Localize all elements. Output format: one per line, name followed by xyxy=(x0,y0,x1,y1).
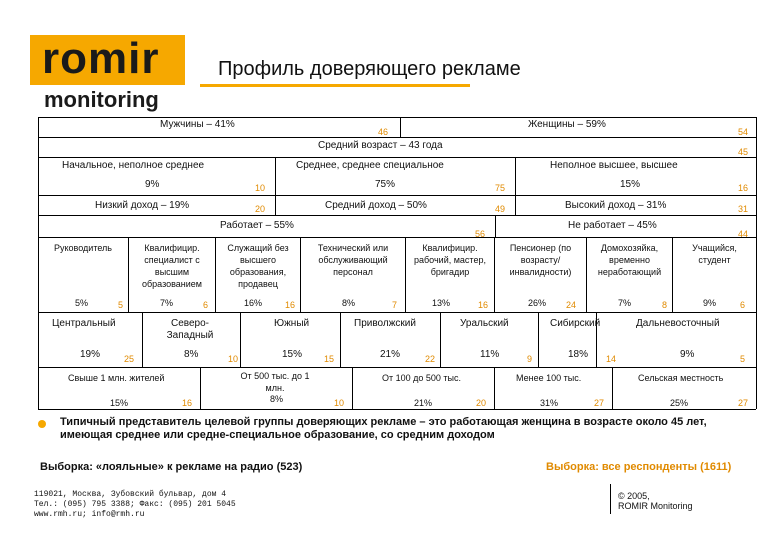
occupation-pct-6: 26% xyxy=(528,298,547,308)
logo-word: romir xyxy=(42,34,160,83)
income-label-2: Средний доход – 50% xyxy=(325,200,427,211)
occupation-label-2: Квалифицир. специалист с высшим образованием xyxy=(142,243,202,289)
education-index-3: 16 xyxy=(738,183,749,193)
occupation-index-7: 8 xyxy=(662,300,668,310)
occupation-label-1: Руководитель xyxy=(54,243,112,253)
logo-subtitle: monitoring xyxy=(44,87,159,112)
settlement-pct-2: 8% xyxy=(270,394,284,404)
income-label-3: Высокий доход – 31% xyxy=(565,200,667,211)
education-label-3: Неполное высшее, высшее xyxy=(550,160,678,171)
settlement-index-2: 10 xyxy=(334,398,345,408)
settlement-pct-1: 15% xyxy=(110,398,129,408)
region-pct-4: 21% xyxy=(380,349,401,360)
occupation-pct-8: 9% xyxy=(703,298,717,308)
income-label-1: Низкий доход – 19% xyxy=(95,200,190,211)
settlement-pct-3: 21% xyxy=(414,398,433,408)
income-index-3: 31 xyxy=(738,204,749,214)
occupation-label-5: Квалифицир. рабочий, мастер, бригадир xyxy=(414,243,486,277)
region-label-6: Сибирский xyxy=(550,318,601,329)
region-index-7: 5 xyxy=(740,354,746,364)
settlement-label-3: От 100 до 500 тыс. xyxy=(382,373,462,383)
region-label-7: Дальневосточный xyxy=(636,318,720,329)
men-index: 46 xyxy=(378,127,389,137)
footer-address-2: Тел.: (095) 795 3388; Факс: (095) 201 5045 xyxy=(34,500,236,509)
page-title: Профиль доверяющего рекламе xyxy=(218,58,521,80)
income-index-1: 20 xyxy=(255,204,266,214)
settlement-label-5: Сельская местность xyxy=(638,373,724,383)
region-index-5: 9 xyxy=(527,354,533,364)
not-works-index: 44 xyxy=(738,229,749,239)
occupation-pct-3: 16% xyxy=(244,298,263,308)
region-index-4: 22 xyxy=(425,354,436,364)
region-label-5: Уральский xyxy=(460,318,509,329)
region-index-1: 25 xyxy=(124,354,135,364)
occupation-label-6: Пенсионер (по возрасту/ инвалидности) xyxy=(509,243,572,277)
summary-note: Типичный представитель целевой группы доверяющих рекламе – это работающая женщина в возрасте около 45 лет, имеющая среднее или средне-специальное образование, со средним доходом xyxy=(60,416,707,441)
region-pct-3: 15% xyxy=(282,349,303,360)
occupation-index-5: 16 xyxy=(478,300,489,310)
works-label: Работает – 55% xyxy=(220,220,294,231)
occupation-pct-1: 5% xyxy=(75,298,89,308)
occupation-index-2: 6 xyxy=(203,300,209,310)
note-bullet-icon xyxy=(38,420,46,428)
occupation-pct-5: 13% xyxy=(432,298,451,308)
occupation-index-3: 16 xyxy=(285,300,296,310)
region-label-3: Южный xyxy=(274,318,310,329)
education-label-1: Начальное, неполное среднее xyxy=(62,160,205,171)
occupation-index-4: 7 xyxy=(392,300,398,310)
occupation-index-1: 5 xyxy=(118,300,124,310)
occupation-index-8: 6 xyxy=(740,300,746,310)
footer-divider xyxy=(610,484,611,514)
age-label: Средний возраст – 43 года xyxy=(318,140,443,151)
footer-copyright: © 2005, xyxy=(618,491,650,501)
footer-brand: ROMIR Monitoring xyxy=(618,501,693,511)
sample-right: Выборка: все респонденты (1611) xyxy=(546,461,732,473)
settlement-index-4: 27 xyxy=(594,398,605,408)
settlement-pct-5: 25% xyxy=(670,398,689,408)
men-label: Мужчины – 41% xyxy=(160,119,235,130)
occupation-pct-4: 8% xyxy=(342,298,356,308)
settlement-index-1: 16 xyxy=(182,398,193,408)
not-works-label: Не работает – 45% xyxy=(568,220,657,231)
settlement-pct-4: 31% xyxy=(540,398,559,408)
settlement-label-4: Менее 100 тыс. xyxy=(516,373,582,383)
education-pct-3: 15% xyxy=(620,179,641,190)
region-pct-6: 18% xyxy=(568,349,589,360)
occupation-index-6: 24 xyxy=(566,300,577,310)
region-pct-5: 11% xyxy=(480,349,500,360)
region-index-2: 10 xyxy=(228,354,239,364)
occupation-pct-7: 7% xyxy=(618,298,632,308)
region-index-6: 14 xyxy=(606,354,617,364)
region-pct-7: 9% xyxy=(680,349,695,360)
occupation-label-4: Технический или обслуживающий персонал xyxy=(317,243,389,277)
region-index-3: 15 xyxy=(324,354,335,364)
occupation-label-7: Домохозяйка, временно неработающий xyxy=(597,243,662,277)
education-label-2: Среднее, среднее специальное xyxy=(296,160,444,171)
region-label-1: Центральный xyxy=(52,318,116,329)
works-index: 56 xyxy=(475,229,486,239)
income-index-2: 49 xyxy=(495,204,506,214)
settlement-label-1: Свыше 1 млн. жителей xyxy=(68,373,165,383)
footer-address-3: www.rmh.ru; info@rmh.ru xyxy=(34,510,145,519)
education-index-1: 10 xyxy=(255,183,266,193)
settlement-label-2: От 500 тыс. до 1 млн. xyxy=(240,371,310,393)
education-pct-2: 75% xyxy=(375,179,396,190)
region-label-4: Приволжский xyxy=(354,318,416,329)
footer-address-1: 119021, Москва, Зубовский бульвар, дом 4 xyxy=(34,490,227,499)
occupation-pct-2: 7% xyxy=(160,298,174,308)
women-label: Женщины – 59% xyxy=(528,119,606,130)
occupation-label-3: Служащий без высшего образования, продавец xyxy=(227,243,289,289)
education-index-2: 75 xyxy=(495,183,506,193)
title-underline xyxy=(200,84,470,87)
age-index: 45 xyxy=(738,147,749,157)
occupation-label-8: Учащийся, студент xyxy=(692,243,737,265)
women-index: 54 xyxy=(738,127,749,137)
region-pct-2: 8% xyxy=(184,349,199,360)
region-pct-1: 19% xyxy=(80,349,101,360)
settlement-index-3: 20 xyxy=(476,398,487,408)
region-label-2: Северо-Западный xyxy=(166,318,214,341)
education-pct-1: 9% xyxy=(145,179,160,190)
settlement-index-5: 27 xyxy=(738,398,749,408)
sample-left: Выборка: «лояльные» к рекламе на радио (523) xyxy=(40,461,303,473)
